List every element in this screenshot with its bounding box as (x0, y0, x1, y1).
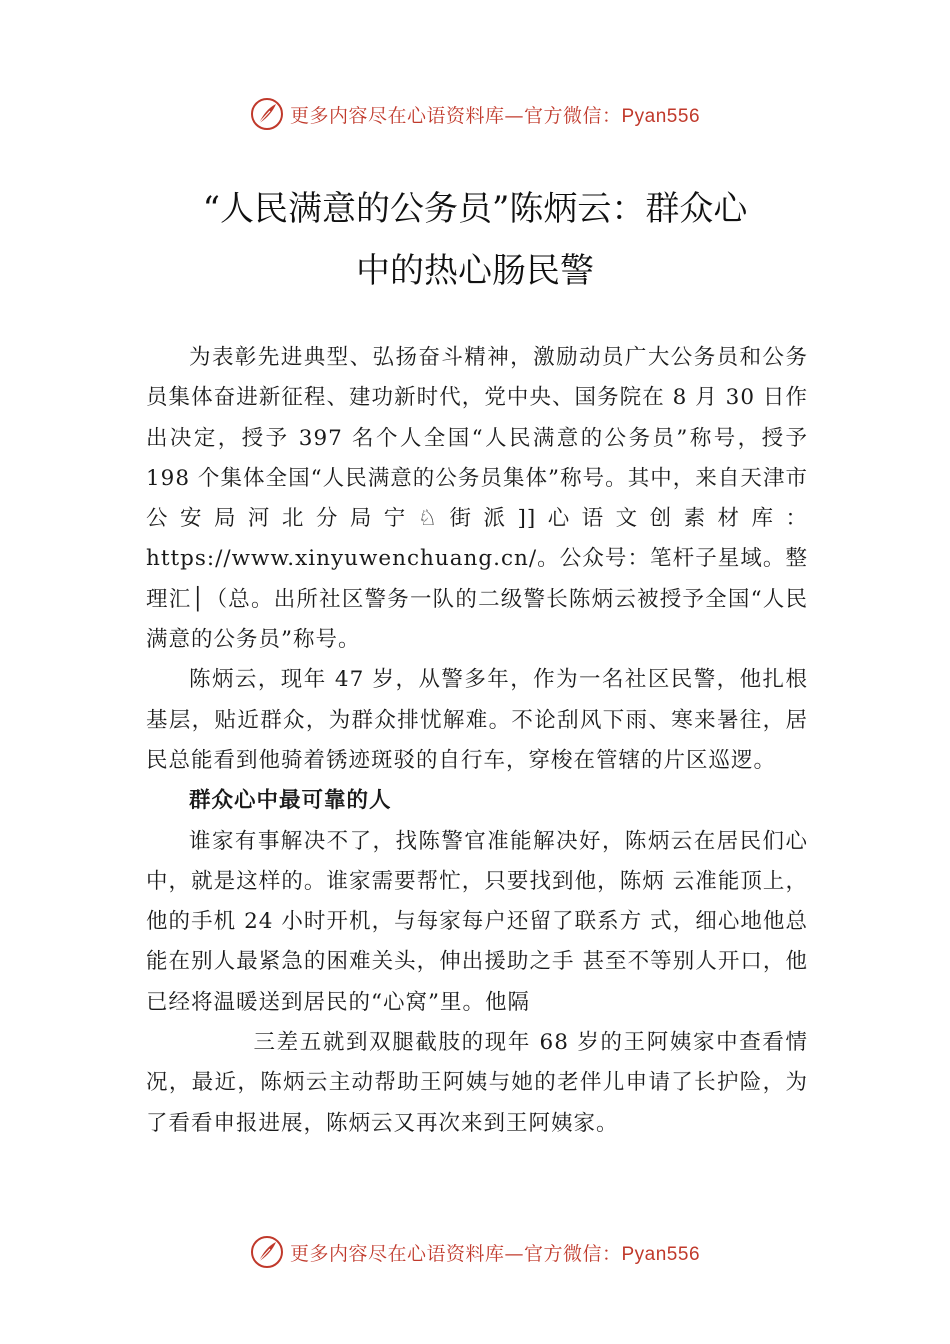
quill-logo-icon (250, 1235, 284, 1269)
banner-text: 更多内容尽在心语资料库—官方微信：Pyan556 (289, 104, 701, 127)
wechat-id: Pyan556 (621, 105, 701, 127)
footer-banner (0, 1232, 950, 1272)
quill-logo-icon (250, 97, 284, 131)
title-line-1: “人民满意的公务员”陈炳云：群众心 (202, 189, 748, 229)
header-banner (0, 94, 950, 134)
paragraph: 谁家有事解决不了，找陈警官准能解决好，陈炳云在居民们心中，就是这样的。谁家需要帮忙，只要找到他，陈炳 云准能顶上，他的手机 24 小时开机，与每家每户还留了联系方 式，细心地他总能在别人最紧急的困难关头，伸出援助之手 甚至不等别人开口，他已经将温暖送到居民的“心窝”里。他隔 (146, 828, 808, 1015)
document-title (0, 178, 950, 302)
paragraph: 陈炳云，现年 47 岁，从警多年，作为一名社区民警，他扎根基层，贴近群众，为群众排忧解难。不论刮风下雨、寒来暑往，居民总能看到他骑着锈迹斑驳的自行车，穿梭在管辖的片区巡逻。 (146, 667, 808, 773)
document-body (146, 338, 808, 1144)
wechat-id: Pyan556 (621, 1243, 701, 1265)
section-heading: 群众心中最可靠的人 (189, 788, 392, 814)
title-line-2: 中的热心肠民警 (356, 251, 594, 291)
paragraph: 为表彰先进典型、弘扬奋斗精神，激励动员广大公务员和公务员集体奋进新征程、建功新时代，党中央、国务院在 8 月 30 日作出决定，授予 397 名个人全国“人民满意的公务员”称号，授予 198 个集体全国“人民满意的公务员集体”称号。其中，来自天津市公安局河北分局宁♘街派]]心语文创素材库：https://www.xinyuwenchuang.cn/。公众号：笔杆子星域。整理汇│（总。出所社区警务一队的二级警长陈炳云被授予全国“人民满意的公务员”称号。 (146, 345, 808, 653)
banner-text: 更多内容尽在心语资料库—官方微信：Pyan556 (289, 1242, 701, 1265)
paragraph: 三差五就到双腿截肢的现年 68 岁的王阿姨家中查看情况，最近，陈炳云主动帮助王阿姨与她的老伴儿申请了长护险，为了看看申报进展，陈炳云又再次来到王阿姨家。 (146, 1030, 808, 1136)
